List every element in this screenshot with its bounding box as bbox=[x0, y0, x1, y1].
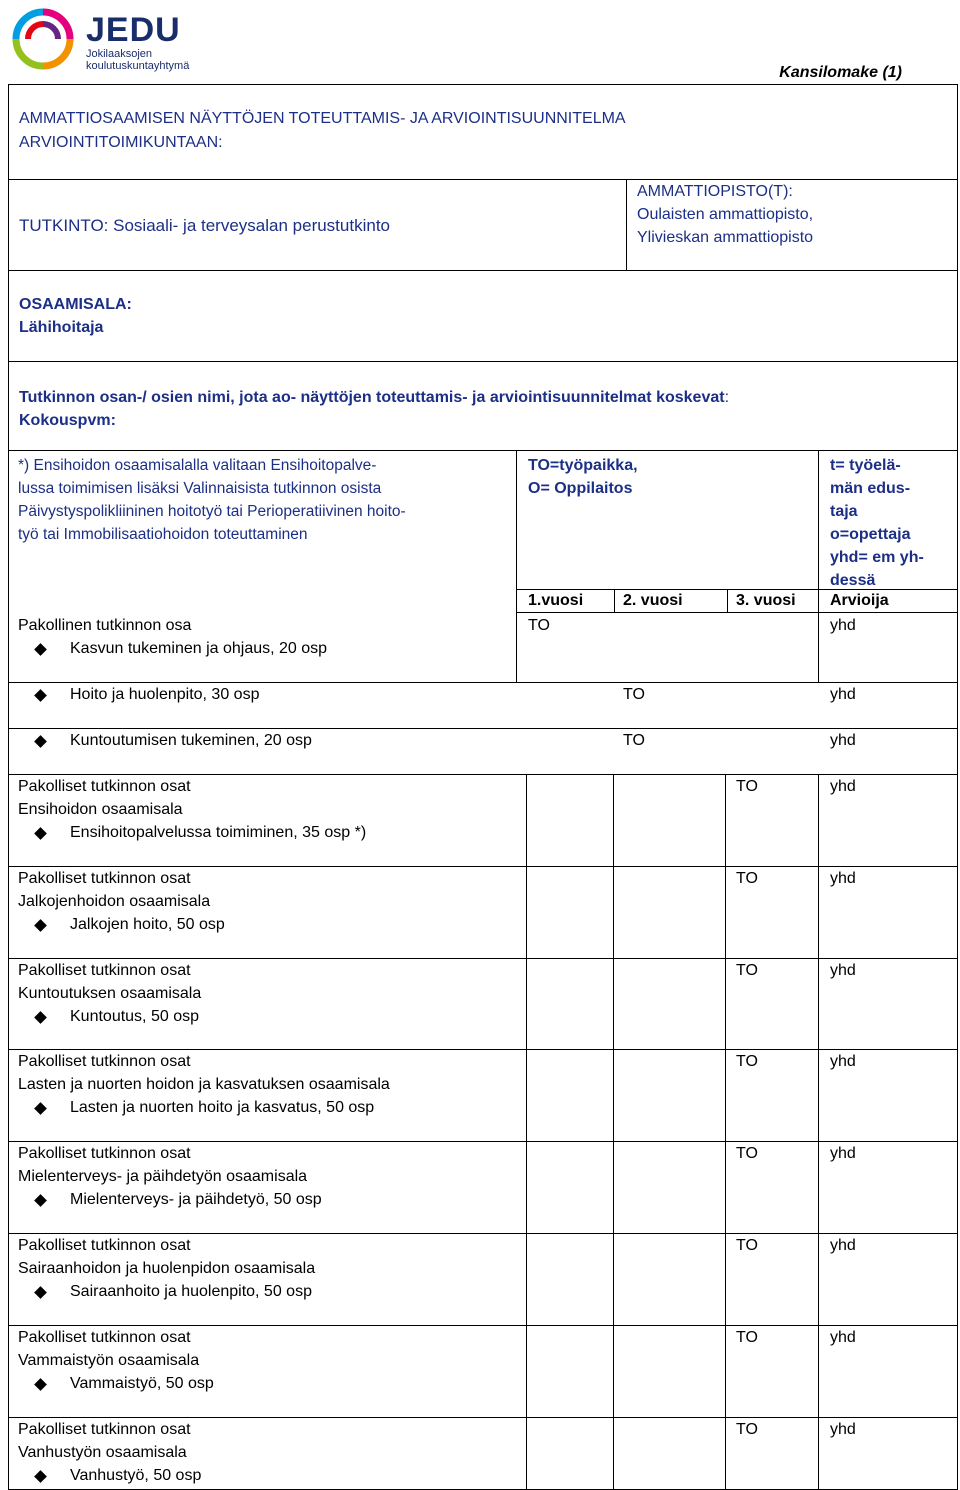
assessor-value: yhd bbox=[830, 617, 856, 634]
row-heading: Pakolliset tutkinnon osat bbox=[18, 962, 191, 979]
bullet-icon bbox=[34, 643, 47, 656]
place-value: TO bbox=[623, 732, 645, 749]
row-unit bbox=[0, 637, 508, 660]
bullet-icon bbox=[34, 1470, 47, 1483]
competence-value: Lähihoitaja bbox=[19, 319, 104, 336]
grid-line bbox=[8, 450, 9, 1490]
place-value: TO bbox=[623, 686, 645, 703]
legend-line: O= Oppilaitos bbox=[528, 480, 633, 497]
unit-name: Ensihoitopalvelussa toimiminen, 35 osp *) bbox=[70, 824, 367, 841]
logo-subtitle-2: koulutuskuntayhtymä bbox=[86, 60, 190, 72]
table-row bbox=[18, 775, 508, 844]
row-unit bbox=[0, 913, 508, 936]
table-row bbox=[18, 1050, 508, 1119]
row-unit bbox=[0, 1096, 508, 1119]
assessor-value: yhd bbox=[830, 778, 856, 795]
note-line: Päivystyspolikliininen hoitotyö tai Perioperatiivinen hoito- bbox=[18, 503, 406, 520]
plan-title-line2: ARVIOINTITOIMIKUNTAAN: bbox=[19, 134, 223, 151]
legend-line: dessä bbox=[830, 572, 876, 589]
unit-name: Hoito ja huolenpito, 30 osp bbox=[70, 686, 260, 703]
row-unit bbox=[0, 1005, 508, 1028]
logo-swirl-icon bbox=[8, 4, 78, 76]
place-value: TO bbox=[736, 962, 758, 979]
competence-box bbox=[8, 270, 958, 362]
place-value: TO bbox=[528, 617, 550, 634]
row-unit bbox=[0, 1280, 508, 1303]
row-unit bbox=[0, 1188, 508, 1211]
units-colon: : bbox=[724, 389, 730, 406]
grid-line bbox=[818, 589, 819, 612]
grid-line bbox=[725, 774, 726, 1490]
row-unit bbox=[0, 1372, 508, 1395]
bullet-icon bbox=[34, 689, 47, 702]
place-value: TO bbox=[736, 870, 758, 887]
unit-name: Sairaanhoito ja huolenpito, 50 osp bbox=[70, 1283, 312, 1300]
assessor-value: yhd bbox=[830, 1421, 856, 1438]
divider bbox=[626, 180, 627, 270]
row-heading: Sairaanhoidon ja huolenpidon osaamisala bbox=[18, 1260, 316, 1277]
grid-line bbox=[516, 450, 517, 682]
place-value: TO bbox=[736, 1421, 758, 1438]
degree-box bbox=[8, 179, 958, 271]
assessor-value: yhd bbox=[830, 732, 856, 749]
unit-name: Lasten ja nuorten hoito ja kasvatus, 50 osp bbox=[70, 1099, 375, 1116]
logo-subtitle-1: Jokilaaksojen bbox=[86, 48, 153, 60]
grid-line bbox=[614, 589, 615, 612]
unit-name: Kuntoutus, 50 osp bbox=[70, 1008, 199, 1025]
table-row bbox=[18, 1326, 508, 1395]
grid-line bbox=[516, 612, 958, 613]
row-heading: Pakolliset tutkinnon osat bbox=[18, 870, 191, 887]
units-text-line bbox=[19, 386, 729, 409]
bullet-icon bbox=[34, 1286, 47, 1299]
row-heading: Pakolliset tutkinnon osat bbox=[18, 1237, 191, 1254]
units-text: Tutkinnon osan-/ osien nimi, jota ao- näyttöjen toteuttamis- ja arviointisuunnitelmat koskevat bbox=[19, 389, 725, 406]
assessor-value: yhd bbox=[830, 1237, 856, 1254]
bullet-icon bbox=[34, 919, 47, 932]
note-line: työ tai Immobilisaatiohoidon toteuttaminen bbox=[18, 526, 308, 543]
bullet-icon bbox=[34, 1194, 47, 1207]
place-value: TO bbox=[736, 1329, 758, 1346]
table-row bbox=[18, 683, 508, 706]
row-heading: Jalkojenhoidon osaamisala bbox=[18, 893, 211, 910]
competence-label: OSAAMISALA: bbox=[19, 296, 132, 313]
grid-line bbox=[526, 774, 527, 1490]
note-text bbox=[18, 454, 406, 546]
grid-line bbox=[957, 450, 958, 1490]
table-row bbox=[18, 1234, 508, 1303]
note-line: *) Ensihoidon osaamisalalla valitaan Ensihoitopalve- bbox=[18, 457, 377, 474]
bullet-icon bbox=[34, 1378, 47, 1391]
row-unit bbox=[0, 729, 508, 752]
unit-name: Kuntoutumisen tukeminen, 20 osp bbox=[70, 732, 312, 749]
degree-text: TUTKINTO: Sosiaali- ja terveysalan perustutkinto bbox=[19, 216, 390, 235]
col-year2: 2. vuosi bbox=[623, 592, 683, 609]
grid-line bbox=[818, 774, 819, 1490]
place-value: TO bbox=[736, 1237, 758, 1254]
row-heading: Lasten ja nuorten hoidon ja kasvatuksen osaamisala bbox=[18, 1076, 390, 1093]
legend-line: TO=työpaikka, bbox=[528, 457, 638, 474]
row-unit bbox=[0, 821, 508, 844]
col-year1: 1.vuosi bbox=[528, 592, 584, 609]
school-name-2: Ylivieskan ammattiopisto bbox=[637, 229, 814, 246]
table-row bbox=[18, 1418, 508, 1487]
logo-name: JEDU bbox=[86, 11, 181, 49]
legend-line: taja bbox=[830, 503, 858, 520]
row-heading: Pakolliset tutkinnon osat bbox=[18, 1421, 191, 1438]
table-row bbox=[18, 614, 508, 660]
assessor-value: yhd bbox=[830, 686, 856, 703]
place-value: TO bbox=[736, 778, 758, 795]
table-row bbox=[18, 867, 508, 936]
grid-line bbox=[727, 589, 728, 612]
row-heading: Pakolliset tutkinnon osat bbox=[18, 778, 191, 795]
plan-title-line1: AMMATTIOSAAMISEN NÄYTTÖJEN TOTEUTTAMIS- JA ARVIOINTISUUNNITELMA bbox=[19, 110, 626, 127]
table-row bbox=[18, 729, 508, 752]
grid-line bbox=[613, 774, 614, 1490]
note-line: lussa toimimisen lisäksi Valinnaisista tutkinnon osista bbox=[18, 480, 382, 497]
school-label: AMMATTIOPISTO(T): bbox=[637, 183, 793, 200]
row-heading: Mielenterveys- ja päihdetyön osaamisala bbox=[18, 1168, 308, 1185]
bullet-icon bbox=[34, 827, 47, 840]
row-heading: Vammaistyön osaamisala bbox=[18, 1352, 200, 1369]
assessor-value: yhd bbox=[830, 1053, 856, 1070]
row-heading: Pakollinen tutkinnon osa bbox=[18, 617, 192, 634]
legend-line: män edus- bbox=[830, 480, 911, 497]
grid-line bbox=[818, 450, 819, 682]
school-name-1: Oulaisten ammattiopisto, bbox=[637, 206, 814, 223]
units-box bbox=[8, 361, 958, 451]
assessor-value: yhd bbox=[830, 870, 856, 887]
table-row bbox=[18, 1142, 508, 1211]
assessor-value: yhd bbox=[830, 962, 856, 979]
row-heading: Ensihoidon osaamisala bbox=[18, 801, 183, 818]
row-heading: Pakolliset tutkinnon osat bbox=[18, 1145, 191, 1162]
table-row bbox=[18, 959, 508, 1028]
bullet-icon bbox=[34, 1011, 47, 1024]
place-legend bbox=[528, 454, 638, 500]
bullet-icon bbox=[34, 1102, 47, 1115]
form-id: Kansilomake (1) bbox=[779, 64, 902, 81]
meeting-date-label: Kokouspvm: bbox=[19, 412, 116, 429]
col-year3: 3. vuosi bbox=[736, 592, 796, 609]
legend-line: o=opettaja bbox=[830, 526, 911, 543]
place-value: TO bbox=[736, 1145, 758, 1162]
jedu-logo bbox=[8, 4, 188, 80]
col-assessor: Arvioija bbox=[830, 592, 889, 609]
row-heading: Pakolliset tutkinnon osat bbox=[18, 1053, 191, 1070]
unit-name: Vammaistyö, 50 osp bbox=[70, 1375, 214, 1392]
assessor-value: yhd bbox=[830, 1329, 856, 1346]
row-heading: Pakolliset tutkinnon osat bbox=[18, 1329, 191, 1346]
bullet-icon bbox=[34, 735, 47, 748]
grid-line bbox=[516, 589, 958, 590]
legend-line: t= työelä- bbox=[830, 457, 901, 474]
row-heading: Kuntoutuksen osaamisala bbox=[18, 985, 202, 1002]
row-heading: Vanhustyön osaamisala bbox=[18, 1444, 187, 1461]
legend-line: yhd= em yh- bbox=[830, 549, 924, 566]
assessor-legend bbox=[830, 454, 924, 592]
unit-name: Vanhustyö, 50 osp bbox=[70, 1467, 202, 1484]
row-unit bbox=[0, 1464, 508, 1487]
row-unit bbox=[0, 683, 508, 706]
unit-name: Kasvun tukeminen ja ohjaus, 20 osp bbox=[70, 640, 328, 657]
unit-name: Mielenterveys- ja päihdetyö, 50 osp bbox=[70, 1191, 322, 1208]
place-value: TO bbox=[736, 1053, 758, 1070]
unit-name: Jalkojen hoito, 50 osp bbox=[70, 916, 225, 933]
assessor-value: yhd bbox=[830, 1145, 856, 1162]
title-box bbox=[8, 84, 958, 180]
